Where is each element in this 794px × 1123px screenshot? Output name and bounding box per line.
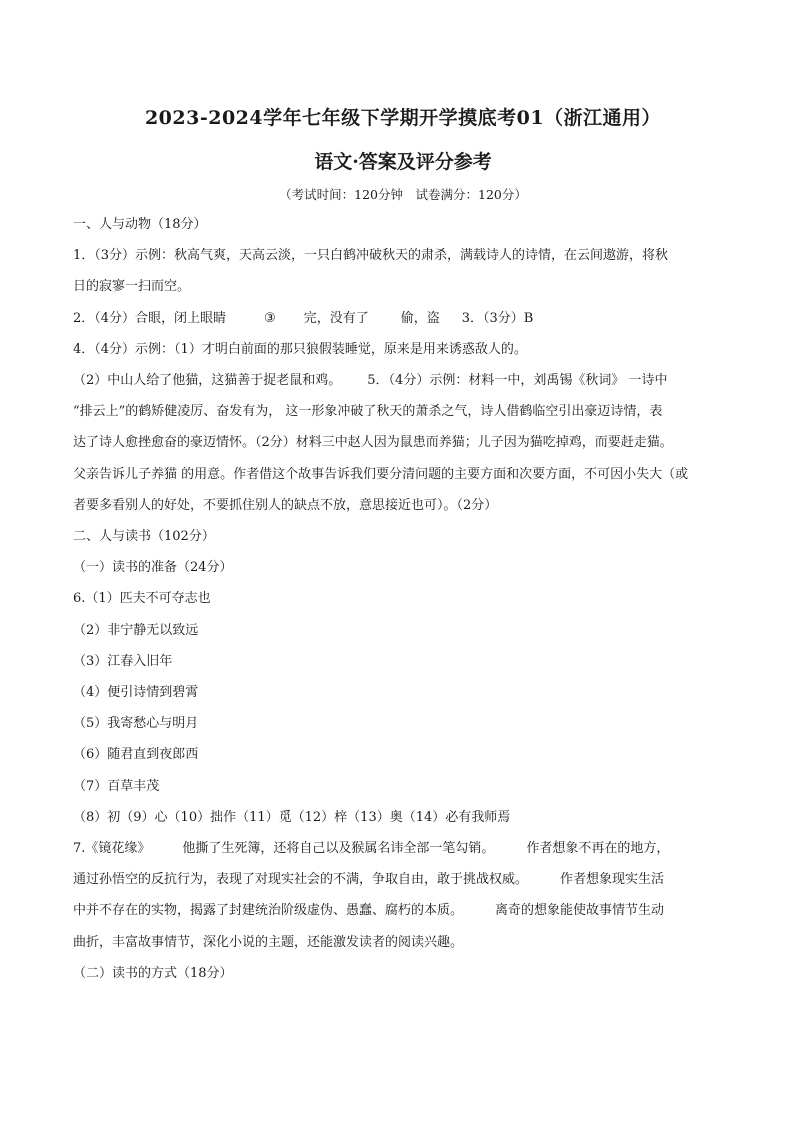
q5-line-5: 者要多看别人的好处，不要抓住别人的缺点不放，意思接近也可）。（2分）	[73, 497, 498, 513]
q2-answer-4: 偷，盗	[400, 310, 440, 326]
q2-answer-3: 完，没有了	[303, 310, 369, 326]
q1-line-1: 1．（3分）示例：秋高气爽，天高云淡，一只白鹤冲破秋天的肃杀，满载诗人的诗情，在云间遨游，将秋	[73, 248, 669, 264]
q6-item: （2）非宁静无以致远	[73, 622, 199, 638]
q4-q5-line	[73, 365, 733, 396]
document-subtitle: 语文·答案及评分参考	[314, 151, 492, 173]
q6-item: （4）便引诗情到碧霄	[73, 685, 199, 701]
q5-line-3: 达了诗人愈挫愈奋的豪迈情怀。（2分）材料三中赵人因为鼠患而养猫；儿子因为猫吃掉鸡，而要赶走猫。	[73, 435, 673, 451]
exam-info: （考试时间：120分钟 试卷满分：120分）	[279, 187, 527, 202]
q5-line-1: 5．（4分）示例：材料一中，刘禹锡《秋词》 一诗中	[367, 373, 668, 389]
q7-answer-5a: 离奇的想象能使故事情节生动	[495, 903, 665, 919]
section-heading-2: 二、人与读书（102分）	[73, 529, 215, 545]
q7-answer-2: 他撕了生死簿，还将自己以及猴属名讳全部一笔勾销。	[182, 841, 495, 857]
subsection-heading-2: （二）读书的方式（18分）	[73, 965, 233, 981]
answer-document	[73, 100, 733, 989]
q4-line-1: 4．（4分）示例：（1）才明白前面的那只狼假装睡觉，原来是用来诱惑敌人的。	[73, 341, 527, 357]
q6-item: （6）随君直到夜郎西	[73, 747, 199, 763]
q7-line-4: 曲折，丰富故事情节，深化小说的主题，还能激发读者的阅读兴趣。	[73, 934, 464, 950]
q6-item: 6.（1）匹夫不可夺志也	[73, 591, 211, 607]
q7-line-2	[73, 864, 733, 895]
q5-line-4: 父亲告诉儿子养猫 的用意。作者借这个故事告诉我们要分清问题的主要方面和次要方面，不可因小失大（或	[73, 466, 689, 482]
q7-answer-4a: 作者想象现实生活	[560, 872, 665, 888]
q2-answer-2: ③	[264, 310, 276, 326]
q7-answer-3a: 作者想象不再在的地方，	[526, 841, 670, 857]
q6-item: （7）百草丰茂	[73, 778, 160, 794]
q7-line-3	[73, 895, 733, 926]
q2-q3-line	[73, 303, 733, 334]
q5-line-2: “排云上”的鹤矫健凌厉、奋发有为， 这一形象冲破了秋天的萧杀之气，诗人借鹤临空引出豪迈诗情，表	[73, 404, 663, 420]
q2-answer-1: 2．（4分）合眼，闭上眼睛	[73, 310, 227, 326]
q3-answer: 3．（3分）B	[461, 310, 534, 326]
q7-answer-3b: 通过孙悟空的反抗行为，表现了对现实社会的不满，争取自由，敢于挑战权威。	[73, 872, 529, 888]
q6-item: （5）我寄愁心与明月	[73, 716, 199, 732]
subsection-heading-1: （一）读书的准备（24分）	[73, 560, 233, 576]
section-heading-1: 一、人与动物（18分）	[73, 217, 207, 232]
q7-line-1	[73, 833, 733, 864]
q6-item: （8）初（9）心（10）拙作（11）觅（12）梓（13）奥（14）必有我师焉	[73, 809, 511, 825]
q4-line-2: （2）中山人给了他猫，这猫善于捉老鼠和鸡。	[73, 373, 342, 389]
q7-answer-1: 7.《镜花缘》	[73, 841, 151, 857]
document-title: 2023-2024学年七年级下学期开学摸底考01（浙江通用）	[144, 107, 662, 129]
q7-answer-4b: 中并不存在的实物，揭露了封建统治阶级虚伪、愚蠢、腐朽的本质。	[73, 903, 464, 919]
q6-item: （3）江春入旧年	[73, 653, 173, 669]
q1-line-2: 日的寂寥一扫而空。	[73, 279, 191, 295]
